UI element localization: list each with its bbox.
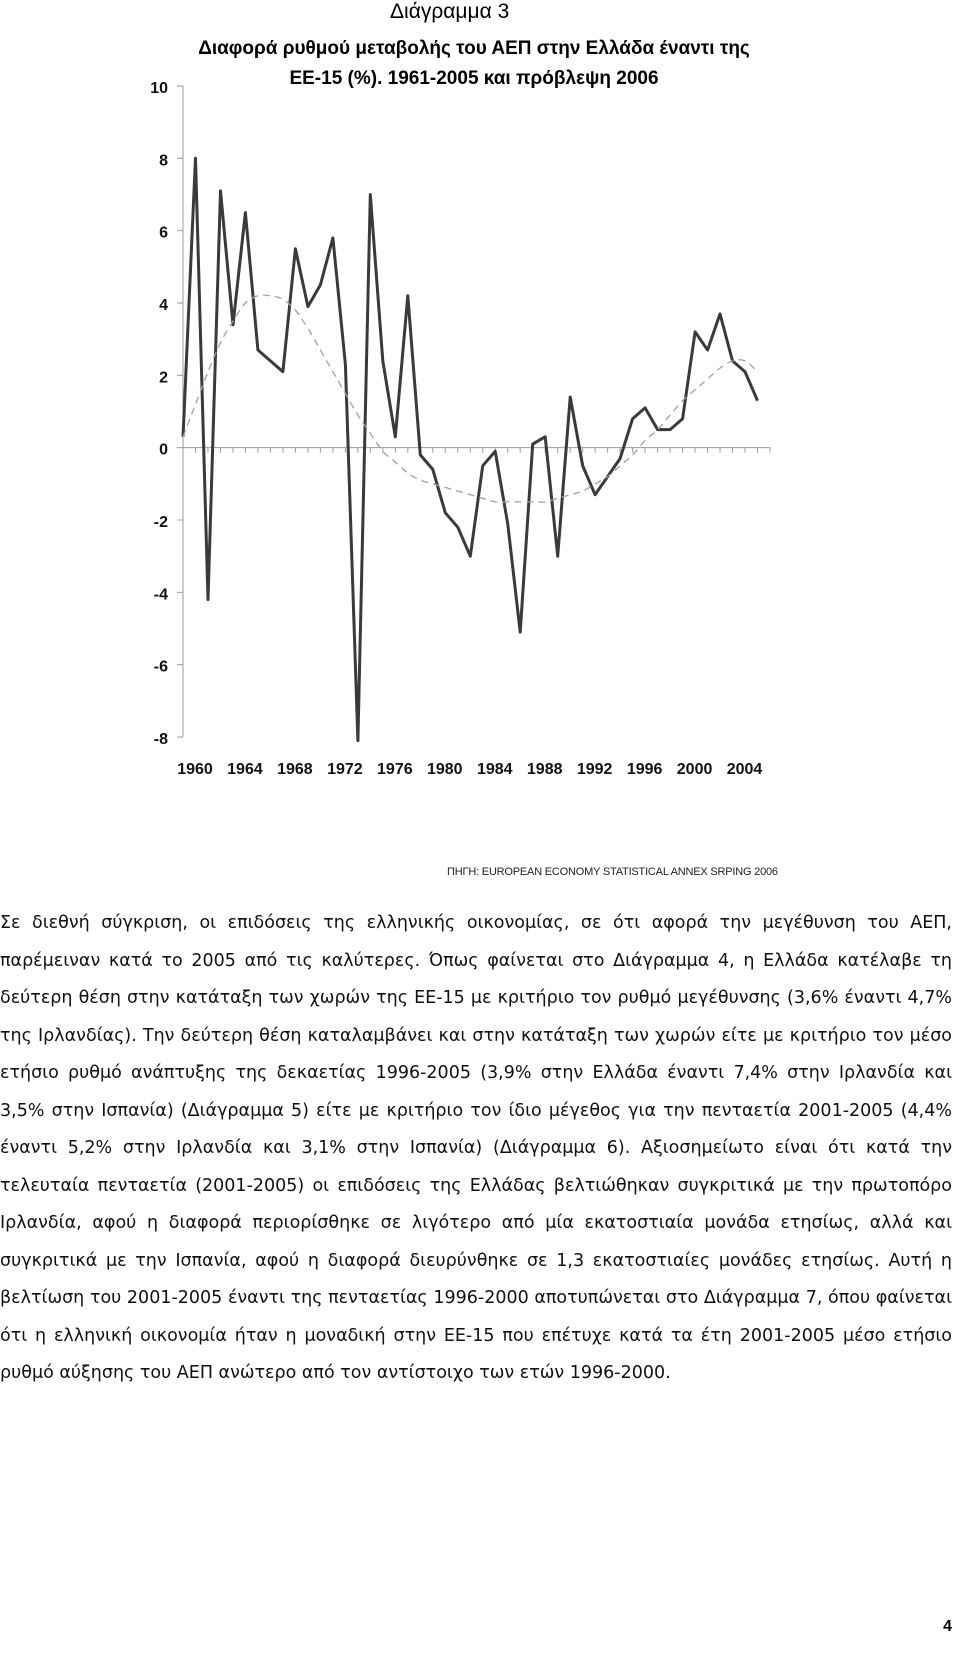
figure-title-line1: Διαφορά ρυθμού μεταβολής του ΑΕΠ στην Ελλάδα έναντι της bbox=[198, 38, 750, 59]
y-tick-label: -4 bbox=[153, 586, 168, 604]
source-note: ΠΗΓΗ: EUROPEAN ECONOMY STATISTICAL ANNEX SRPING 2006 bbox=[447, 866, 778, 878]
y-tick-label: -2 bbox=[153, 514, 168, 531]
x-tick-label: 1984 bbox=[476, 761, 513, 778]
y-tick-label: 10 bbox=[150, 80, 168, 97]
x-tick-label: 1980 bbox=[426, 761, 463, 778]
y-tick-label: -8 bbox=[153, 731, 168, 748]
x-tick-label: 2004 bbox=[726, 761, 763, 778]
y-tick-label: 6 bbox=[159, 224, 168, 242]
x-tick-label: 1972 bbox=[327, 761, 363, 778]
y-tick-label: 4 bbox=[159, 297, 168, 314]
x-tick-label: 1996 bbox=[626, 761, 663, 778]
trend-line bbox=[183, 295, 758, 502]
y-tick-label: 0 bbox=[159, 441, 168, 459]
figure-title-line2: ΕΕ-15 (%). 1961-2005 και πρόβλεψη 2006 bbox=[289, 68, 659, 89]
figure-label: Διάγραμμα 3 bbox=[390, 0, 510, 23]
x-tick-label: 1992 bbox=[576, 761, 613, 778]
x-tick-label: 2000 bbox=[676, 761, 713, 778]
x-tick-label: 1988 bbox=[526, 761, 563, 778]
y-tick-label: 2 bbox=[159, 369, 168, 387]
page-number: 4 bbox=[943, 1618, 952, 1635]
x-tick-label: 1976 bbox=[377, 761, 413, 778]
x-tick-label: 1964 bbox=[227, 761, 263, 778]
body-paragraph: Σε διεθνή σύγκριση, οι επιδόσεις της ελληνικής οικονομίας, σε ότι αφορά την μεγέθυνση του ΑΕΠ, παρέμειναν κατά το 2005 από τις καλύτερες. Όπως φαίνεται στο Διάγραμμα 4, η Ελλάδα κατέλαβε τη δεύτερη θέση στην κατάταξη των χωρών της ΕΕ-15 με κριτήριο τον ρυθμό μεγέθυνσης (3,6% έναντι 4,7% της Ιρλανδίας). Την δεύτερη θέση καταλαμβάνει και στην κατάταξη των χωρών είτε με κριτήριο τον μέσο ετήσιο ρυθμό ανάπτυξης της δεκαετίας 1996-2005 (3,9% στην Ελλάδα έναντι 7,4% στην Ιρλανδία και 3,5% στην Ισπανία) (Διάγραμμα 5) είτε με κριτήριο τον ίδιο μέγεθος για την πενταετία 2001-2005 (4,4% έναντι 5,2% στην Ιρλανδία και 3,1% στην Ισπανία) (Διάγραμμα 6). Αξιοσημείωτο είναι ότι κατά την τελευταία πενταετία (2001-2005) οι επιδόσεις της Ελλάδας βελτιώθηκαν συγκριτικά με την πρωτοπόρο Ιρλανδία, αφού η διαφορά περιορίσθηκε σε λιγότερο από μία εκατοστιαία μονάδα ετησίως, αλλά και συγκριτικά με την Ισπανία, αφού η διαφορά διευρύνθηκε σε 1,3 εκατοστιαίες μονάδες ετησίως. Αυτή η βελτίωση του 2001-2005 έναντι της πενταετίας 1996-2000 αποτυπώνεται στο Διάγραμμα 7, όπου φαίνεται ότι η ελληνική οικονομία ήταν η μοναδική στην ΕΕ-15 που επέτυχε κατά τα έτη 2001-2005 μέσο ετήσιο ρυθμό αύξησης του ΑΕΠ ανώτερο από τον αντίστοιχο των ετών 1996-2000. bbox=[0, 913, 952, 1383]
y-tick-label: 8 bbox=[159, 152, 168, 170]
line-chart bbox=[0, 0, 960, 800]
x-tick-label: 1960 bbox=[177, 761, 213, 778]
y-tick-label: -6 bbox=[153, 658, 168, 676]
x-tick-label: 1968 bbox=[277, 761, 313, 778]
